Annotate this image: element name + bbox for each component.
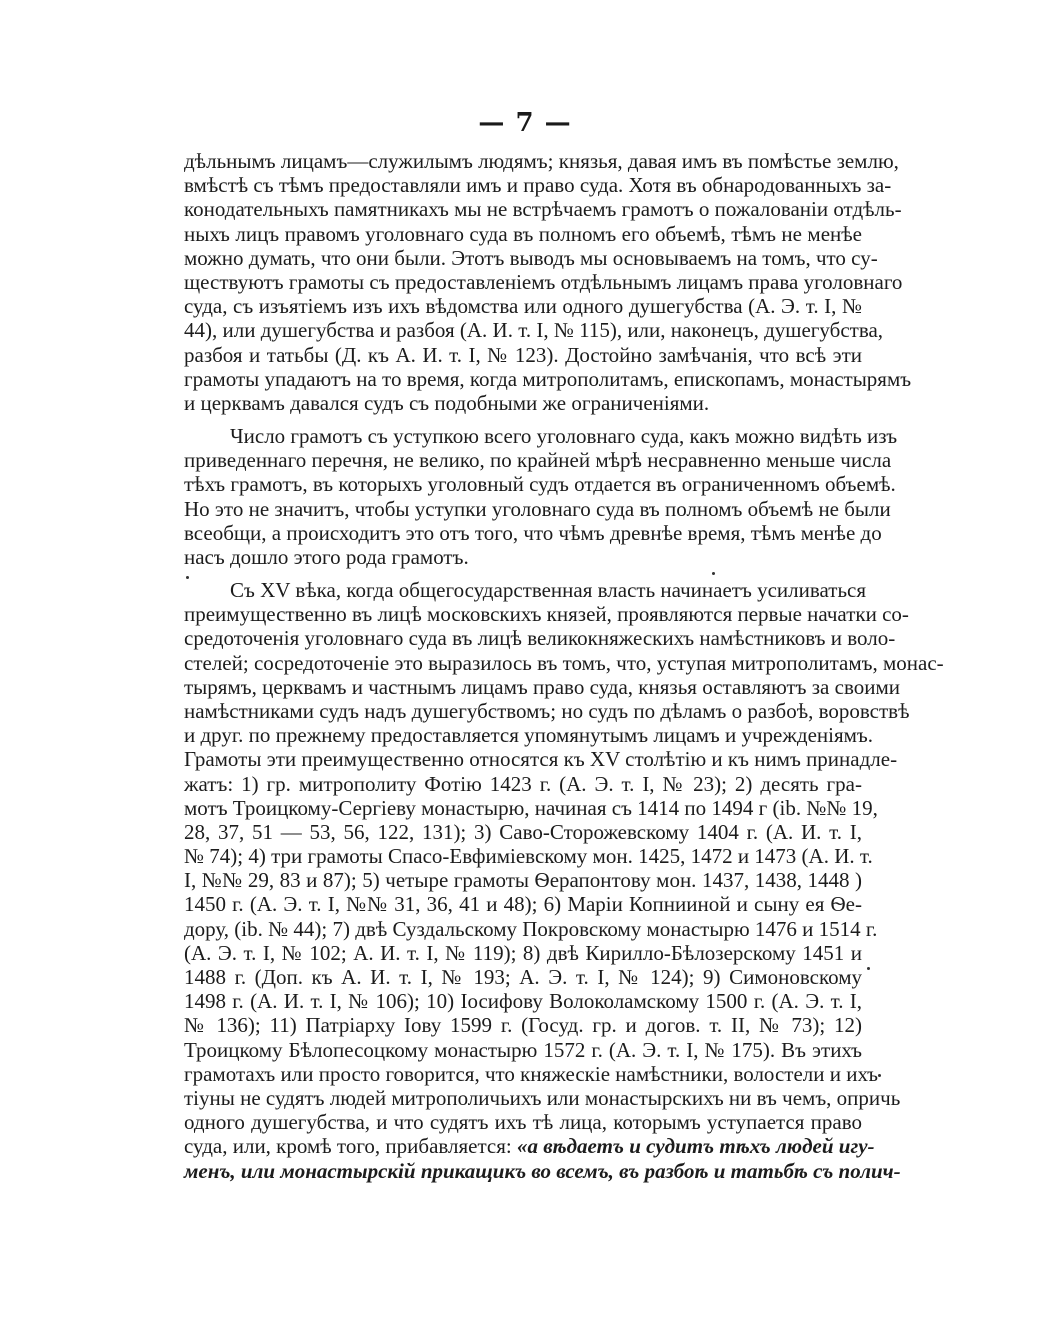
- paragraph-line: жатъ: 1) гр. митрополиту Фотію 1423 г. (А. Э. т. I, № 23); 2) десять гра-: [184, 771, 862, 796]
- paragraph-line: средоточенія уголовнаго суда въ лицѣ великокняжескихъ намѣстниковъ и воло-: [184, 626, 896, 651]
- paragraph-line-with-quote: [184, 1134, 875, 1159]
- italic-quote: «а вѣдаетъ и судитъ тѣхъ людей игу-: [517, 1134, 875, 1159]
- paragraph-line: ществуютъ грамоты съ предоставленіемъ отдѣльнымъ лицамъ права уголовнаго: [184, 269, 903, 294]
- paragraph-line: стелей; сосредоточеніе это выразилось въ томъ, что, уступая митрополитамъ, монас-: [184, 650, 944, 675]
- paragraph-line: преимущественно въ лицѣ московскихъ князей, проявляются первые начатки со-: [184, 602, 909, 627]
- paragraph-line: Грамоты эти преимущественно относятся къ XV столѣтію и къ нимъ принадле-: [184, 747, 898, 772]
- print-speck: [186, 576, 189, 579]
- paragraph-line: 1450 г. (А. Э. т. I, №№ 31, 36, 41 и 48); 6) Маріи Копнииной и сыну ея Ѳе-: [184, 892, 862, 917]
- paragraph-line: Съ XV вѣка, когда общегосударственная власть начинаетъ усиливаться: [230, 578, 867, 602]
- paragraph-line: приведеннаго перечня, не велико, по крайней мѣрѣ несравненно меньше числа: [184, 448, 892, 473]
- paragraph-line: насъ дошло этого рода грамотъ.: [184, 544, 469, 569]
- paragraph-line: дѣльнымъ лицамъ—служилымъ людямъ; князья, давая имъ въ помѣстье землю,: [184, 149, 899, 173]
- paragraph-line: Но это не значитъ, чтобы уступки уголовнаго суда въ полномъ объемѣ не были: [184, 496, 891, 521]
- italic-quote-line: менъ, или монастырскій прикащикъ во всемъ, въ разбоѣ и татьбѣ съ полич-: [184, 1158, 901, 1183]
- paragraph-line: Число грамотъ съ уступкою всего уголовнаго суда, какъ можно видѣть изъ: [230, 424, 898, 448]
- paragraph-line: разбоя и татьбы (Д. къ А. И. т. I, № 123). Достойно замѣчанія, что всѣ эти: [184, 342, 862, 367]
- paragraph-line: вмѣстѣ съ тѣмъ предоставляли имъ и право суда. Хотя въ обнародованныхъ за-: [184, 173, 892, 198]
- paragraph-line: грамотахъ или просто говорится, что княжескіе намѣстники, волостели и ихъ: [184, 1061, 879, 1086]
- print-speck: [867, 967, 870, 970]
- paragraph-line: намѣстниками судъ надъ душегубствомъ; но судъ по дѣламъ о разбоѣ, воровствѣ: [184, 698, 910, 723]
- paragraph-line: тѣхъ грамотъ, въ которыхъ уголовный судъ отдается въ ограниченномъ объемѣ.: [184, 472, 896, 497]
- paragraph-line: тырямъ, церквамъ и частнымъ лицамъ право суда, князья оставляютъ за своими: [184, 674, 900, 699]
- paragraph-line: I, №№ 29, 83 и 87); 5) четыре грамоты Ѳерапонтову мон. 1437, 1438, 1448 ): [184, 868, 862, 893]
- paragraph-line: грамоты упадаютъ на то время, когда митрополитамъ, епископамъ, монастырямъ: [184, 366, 912, 391]
- paragraph-line: № 74); 4) три грамоты Спасо-Евфиміевскому мон. 1425, 1472 и 1473 (А. И. т.: [184, 844, 873, 869]
- paragraph-line: можно думать, что они были. Этотъ выводъ мы основываемъ на томъ, что су-: [184, 245, 878, 270]
- paragraph-line: 28, 37, 51 — 53, 56, 122, 131); 3) Саво-Сторожевскому 1404 г. (А. И. т. I,: [184, 819, 862, 844]
- paragraph-line: Троицкому Бѣлопесоцкому монастырю 1572 г. (А. Э. т. I, № 175). Въ этихъ: [184, 1037, 862, 1062]
- paragraph-line: тіуны не судятъ людей митрополичьихъ или монастырскихъ ни въ чемъ, опричь: [184, 1085, 901, 1110]
- paragraph-line: 44), или душегубства и разбоя (А. И. т. I, № 115), или, наконецъ, душегубства,: [184, 318, 884, 343]
- paragraph-line: суда, съ изъятіемъ изъ ихъ вѣдомства или одного душегубства (А. Э. т. I, №: [184, 294, 862, 319]
- paragraph-line-text: суда, или, кромѣ того, прибавляется:: [184, 1134, 512, 1159]
- paragraph-line: № 136); 11) Патріарху Іову 1599 г. (Госуд. гр. и догов. т. II, № 73); 12): [184, 1013, 862, 1038]
- paragraph-line: и церквамъ давался судъ съ подобными же ограниченіями.: [184, 390, 710, 415]
- paragraph-line: дору, (ib. № 44); 7) двѣ Суздальскому Покровскому монастырю 1476 и 1514 г.: [184, 916, 878, 941]
- paragraph-line: конодательныхъ памятникахъ мы не встрѣчаемъ грамотъ о пожалованіи отдѣль-: [184, 197, 902, 222]
- paragraph-line: мотъ Троицкому-Сергіеву монастырю, начиная съ 1414 по 1494 г (ib. №№ 19,: [184, 795, 878, 820]
- paragraph-line: всеобщи, а происходитъ это отъ того, что чѣмъ древнѣе время, тѣмъ менѣе до: [184, 520, 882, 545]
- paragraph-line: и друг. по прежнему предоставляется упомянутымъ лицамъ и учрежденіямъ.: [184, 723, 874, 748]
- paragraph-1: [184, 149, 912, 415]
- paragraph-3: [184, 578, 944, 1183]
- print-speck: [878, 1074, 881, 1077]
- paragraph-line: (А. Э. т. I, № 102; А. И. т. I, № 119); 8) двѣ Кирилло-Бѣлозерскому 1451 и: [184, 940, 862, 965]
- paragraph-line: одного душегубства, и что судятъ ихъ тѣ лица, которымъ уступается право: [184, 1110, 862, 1135]
- page-number: — 7 —: [478, 108, 572, 138]
- paragraph-line: ныхъ лицъ правомъ уголовнаго суда въ полномъ его объемѣ, тѣмъ не менѣе: [184, 221, 862, 246]
- print-speck: [712, 572, 715, 575]
- paragraph-line: 1498 г. (А. И. т. I, № 106); 10) Іосифову Волоколамскому 1500 г. (А. Э. т. I,: [184, 989, 862, 1014]
- paragraph-line: 1488 г. (Доп. къ А. И. т. I, № 193; А. Э. т. I, № 124); 9) Симоновскому: [184, 965, 862, 989]
- paragraph-2: [184, 424, 898, 569]
